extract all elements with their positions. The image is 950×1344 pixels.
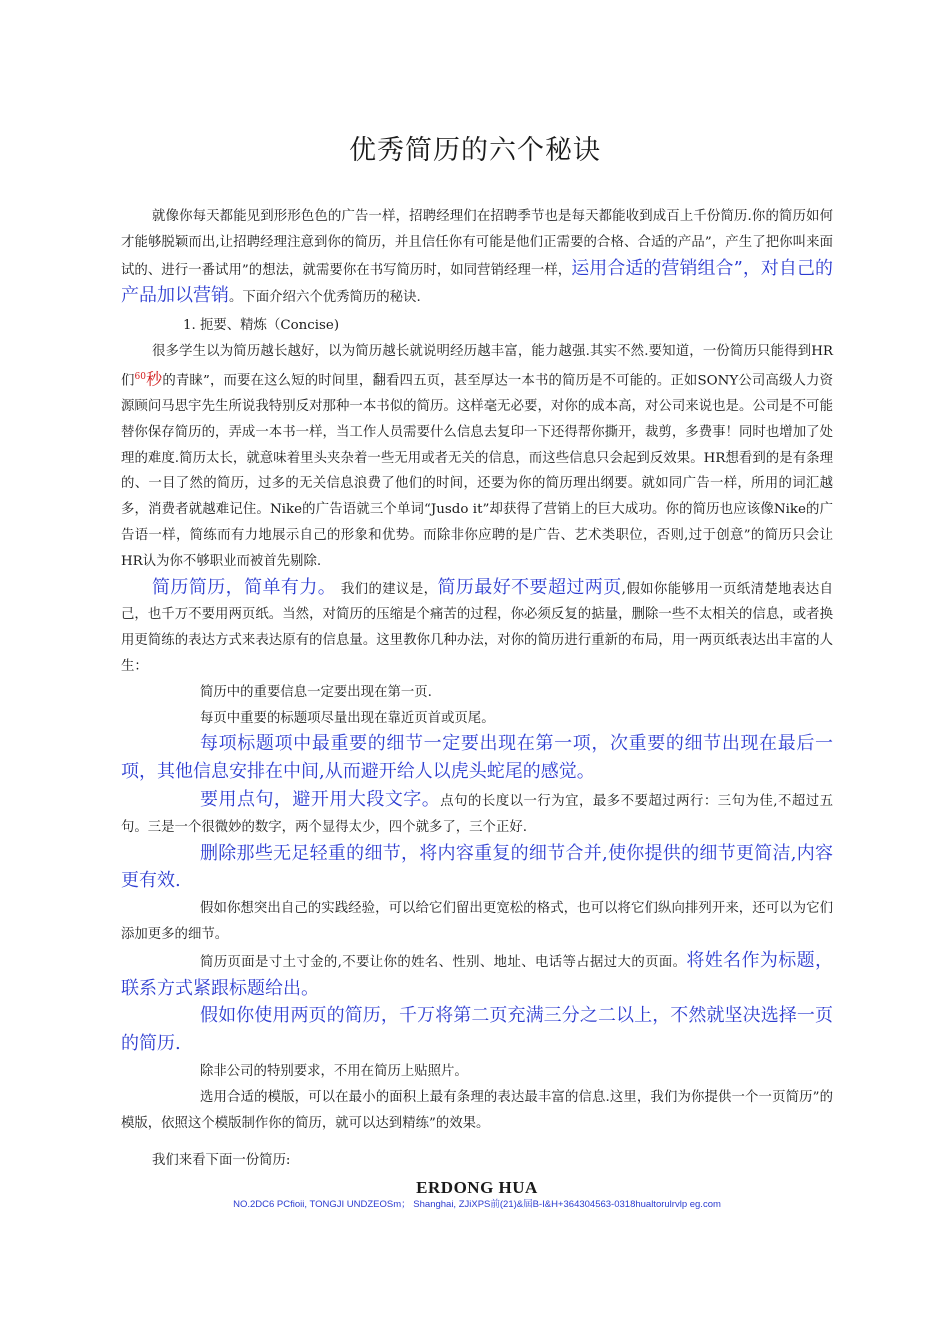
tip-emphasis: 删除那些无足轻重的细节，将内容重复的细节合并,使你提供的细节更简洁,内容更有效. <box>121 842 833 892</box>
simple-emphasis: 简历简历，简单有力。 <box>152 576 337 598</box>
concise-text-b: 的青睐”，而要在这么短的时间里，翻看四五页，甚至厚达一本书的简历是不可能的。正如SONY公司高级人力资源顾问马思宇先生所说我特别反对那种一本书似的简历。这样毫无必要，对你的成本高，对公司来说也是。公司是不可能替你保存简历的，弄成一本书一样，当工作人员需要什么信息去复印一下还得帮你撕开，裁剪，多费事！同时也增加了处理的难度.简历太长，就意味着里头夹杂着一些无用或者无关的信息，而这些信息只会起到反效果。HR想看到的是有条理的、一目了然的简历，过多的无关信息浪费了他们的时间，还要为你的简历理出纲要。就如同广告一样，所用的词汇越多，消费者就越难记住。Nike的广告语就三个单词“Jusdo it”却获得了营销上的巨大成功。你的简历也应该像Nike的广告语一样，简练而有力地展示自己的形象和优势。而除非你应聘的是广告、艺术类职位，否则,过于创意”的简历只会让HR认为你不够职业而被首先剔除. <box>121 373 833 569</box>
resume-contact-line: NO.2DC6 PCfioii, TONGJI UNDZEOSm； Shanghai, ZJiXPS前(21)&屆B-I&H+364304563-0318hualtorulrvlp eg.com <box>233 1199 721 1211</box>
page-title: 优秀简历的六个秘诀 <box>349 135 601 166</box>
intro-text: 就像你每天都能见到形形色色的广告一样，招聘经理们在招聘季节也是每天都能收到成百上千份简历.你的简历如何才能够脱颖而出,让招聘经理注意到你的简历，并且信任你有可能是他们正需要的合格、合适的产品”，产生了把你叫来面试的、进行一番试用”的想法，就需要你在书写简历时，如同营销经理一样， <box>121 209 833 278</box>
tip-item <box>121 841 833 897</box>
seconds-superscript: 60 <box>134 371 146 382</box>
tip-emphasis: 要用点句，避开用大段文字。 <box>200 789 441 810</box>
tip-text: 简历页面是寸土寸金的,不要让你的姓名、性别、地址、电话等占据过大的页面。 <box>200 954 687 970</box>
section-heading <box>121 313 833 339</box>
tip-item: 每页中重要的标题项尽量出现在靠近页首或页尾。 <box>200 710 495 726</box>
intro-tail: 。下面介绍六个优秀简历的秘诀. <box>229 290 421 306</box>
tip-item <box>121 787 833 841</box>
two-pages-emphasis: 简历最好不要超过两页 <box>437 576 622 598</box>
section-number: 1. <box>183 318 196 334</box>
sample-intro: 我们来看下面一份简历: <box>152 1153 291 1169</box>
tip-item <box>121 948 833 1004</box>
tip-item: 假如你想突出自己的实践经验，可以给它们留出更宽松的格式，也可以将它们纵向排列开来，还可以为它们添加更多的细节。 <box>121 901 833 942</box>
simple-text-b: ,假如你能够用一页纸清楚地表达自己，也千万不要用两页纸。当然，对简历的压缩是个痛苦的过程，你必须反复的掂量，删除一些不太相关的信息，或者换用更简练的表达方式来表达原有的信息量。这里教你几种办法，对你的简历进行重新的布局，用一两页纸表达出丰富的人生： <box>121 581 833 675</box>
intro-emphasis: 运用合适的营销组合”，对自己的产品加以营销 <box>121 257 834 307</box>
tip-item <box>121 731 833 787</box>
tip-item <box>121 1003 833 1059</box>
concise-text-a: 很多学生以为简历越长越好，以为简历越长就说明经历越丰富，能力越强.其实不然.要知道，一份简历只能得到HR们 <box>121 343 833 389</box>
tip-emphasis: 将姓名作为标题，联系方式紧跟标题给出。 <box>121 949 833 999</box>
tip-item: 除非公司的特别要求，不用在简历上贴照片。 <box>200 1063 468 1079</box>
concise-paragraph <box>121 339 833 575</box>
resume-name: ERDONG HUA <box>416 1178 538 1198</box>
simple-text-a: 我们的建议是， <box>336 581 438 597</box>
tip-emphasis: 假如你使用两页的简历，千万将第二页充满三分之二以上，不然就坚决选择一页的简历. <box>121 1005 833 1055</box>
section-title: 扼要、精炼（Concise) <box>200 318 340 334</box>
document-body <box>121 204 833 1212</box>
tip-item: 简历中的重要信息一定要出现在第一页. <box>200 684 432 700</box>
simple-paragraph <box>121 575 833 680</box>
tip-text: 点句的长度以一行为宜，最多不要超过两行：三句为佳,不超过五句。三是一个很微妙的数字，两个显得太少，四个就多了，三个正好. <box>121 794 833 835</box>
seconds-emphasis: 秒 <box>146 369 163 389</box>
spacer <box>121 1136 833 1148</box>
tip-emphasis: 每项标题项中最重要的细节一定要出现在第一项，次重要的细节出现在最后一项，其他信息安排在中间,从而避开给人以虎头蛇尾的感觉。 <box>121 733 833 783</box>
tip-item: 选用合适的模版，可以在最小的面积上最有条理的表达最丰富的信息.这里，我们为你提供一个一页简历”的模版，依照这个模版制作你的简历，就可以达到精练”的效果。 <box>121 1089 833 1131</box>
intro-paragraph <box>121 204 833 311</box>
